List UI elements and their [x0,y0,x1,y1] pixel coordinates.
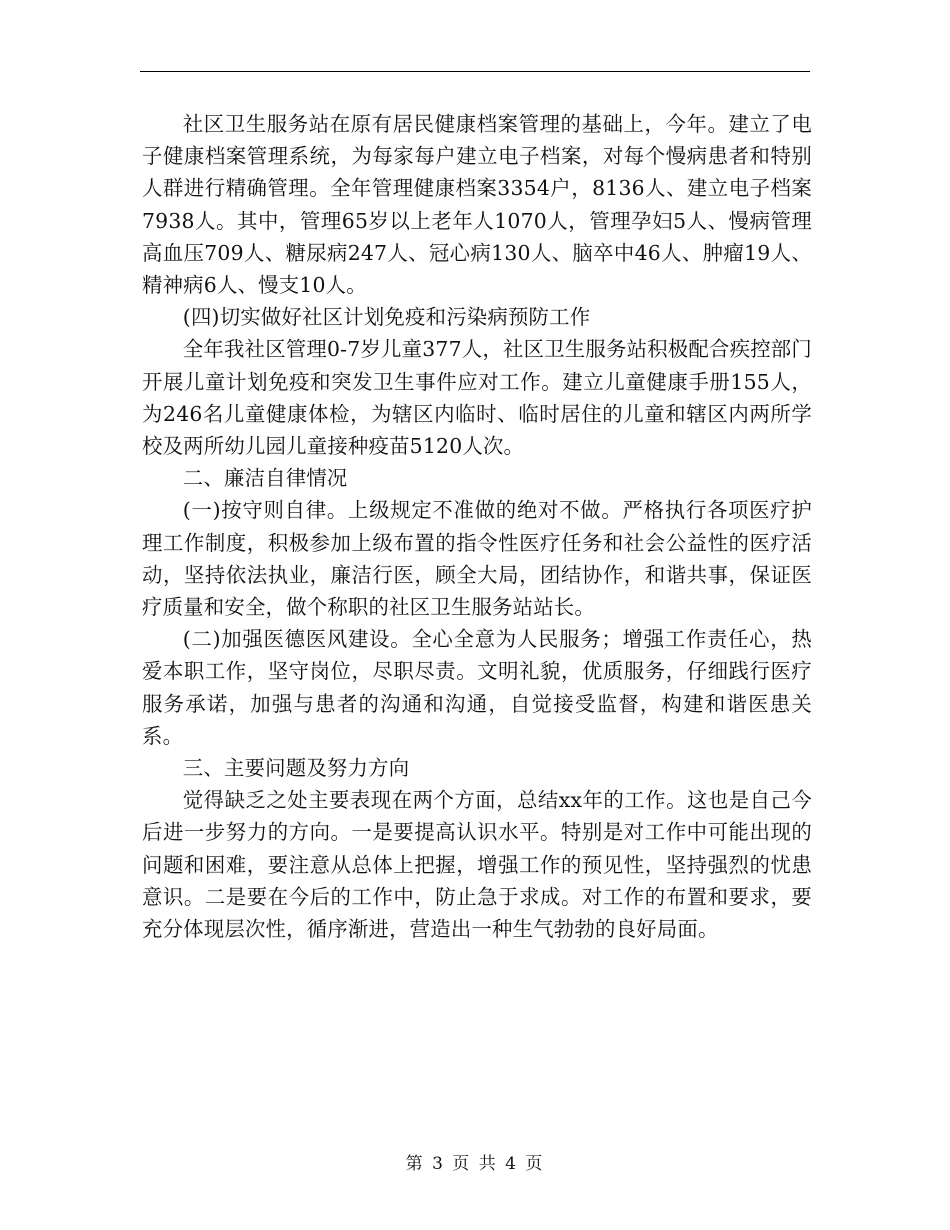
paragraph-immunization: 全年我社区管理0-7岁儿童377人，社区卫生服务站积极配合疾控部门开展儿童计划免疫和突发卫生事件应对工作。建立儿童健康手册155人，为246名儿童健康体检，为辖区内临时、临时居住的儿童和辖区内两所学校及两所幼儿园儿童接种疫苗5120人次。 [142,337,812,459]
section-heading-problems: 三、主要问题及努力方向 [182,756,410,781]
paragraph-medical-ethics: (二)加强医德医风建设。全心全意为人民服务；增强工作责任心，热爱本职工作，坚守岗位，尽职尽责。文明礼貌，优质服务，仔细践行医疗服务承诺，加强与患者的沟通和沟通，自觉接受监督，构建和谐医患关系。 [142,627,812,748]
page-number-footer: 第 3 页 共 4 页 [405,1154,545,1174]
section-heading-integrity: 二、廉洁自律情况 [182,466,348,491]
paragraph-self-discipline: (一)按守则自律。上级规定不准做的绝对不做。严格执行各项医疗护理工作制度，积极参加上级布置的指令性医疗任务和社会公益性的医疗活动，坚持依法执业，廉洁行医，顾全大局，团结协作，和谐共事，保证医疗质量和安全，做个称职的社区卫生服务站站长。 [142,498,812,620]
header-rule [140,71,810,72]
paragraph-problems-direction: 觉得缺乏之处主要表现在两个方面，总结xx年的工作。这也是自己今后进一步努力的方向。一是要提高认识水平。特别是对工作中可能出现的问题和困难，要注意从总体上把握，增强工作的预见性，坚持强烈的忧患意识。二是要在今后的工作中，防止急于求成。对工作的布置和要求，要充分体现层次性，循序渐进，营造出一种生气勃勃的良好局面。 [142,788,812,942]
document-body [142,108,812,945]
paragraph-health-records: 社区卫生服务站在原有居民健康档案管理的基础上，今年。建立了电子健康档案管理系统，为每家每户建立电子档案，对每个慢病患者和特别人群进行精确管理。全年管理健康档案3354户，8136人、建立电子档案7938人。其中，管理65岁以上老年人1070人，管理孕妇5人、慢病管理高血压709人、糖尿病247人、冠心病130人、脑卒中46人、肿瘤19人、精神病6人、慢支10人。 [142,112,812,298]
section-heading-immunization: (四)切实做好社区计划免疫和污染病预防工作 [182,305,591,330]
